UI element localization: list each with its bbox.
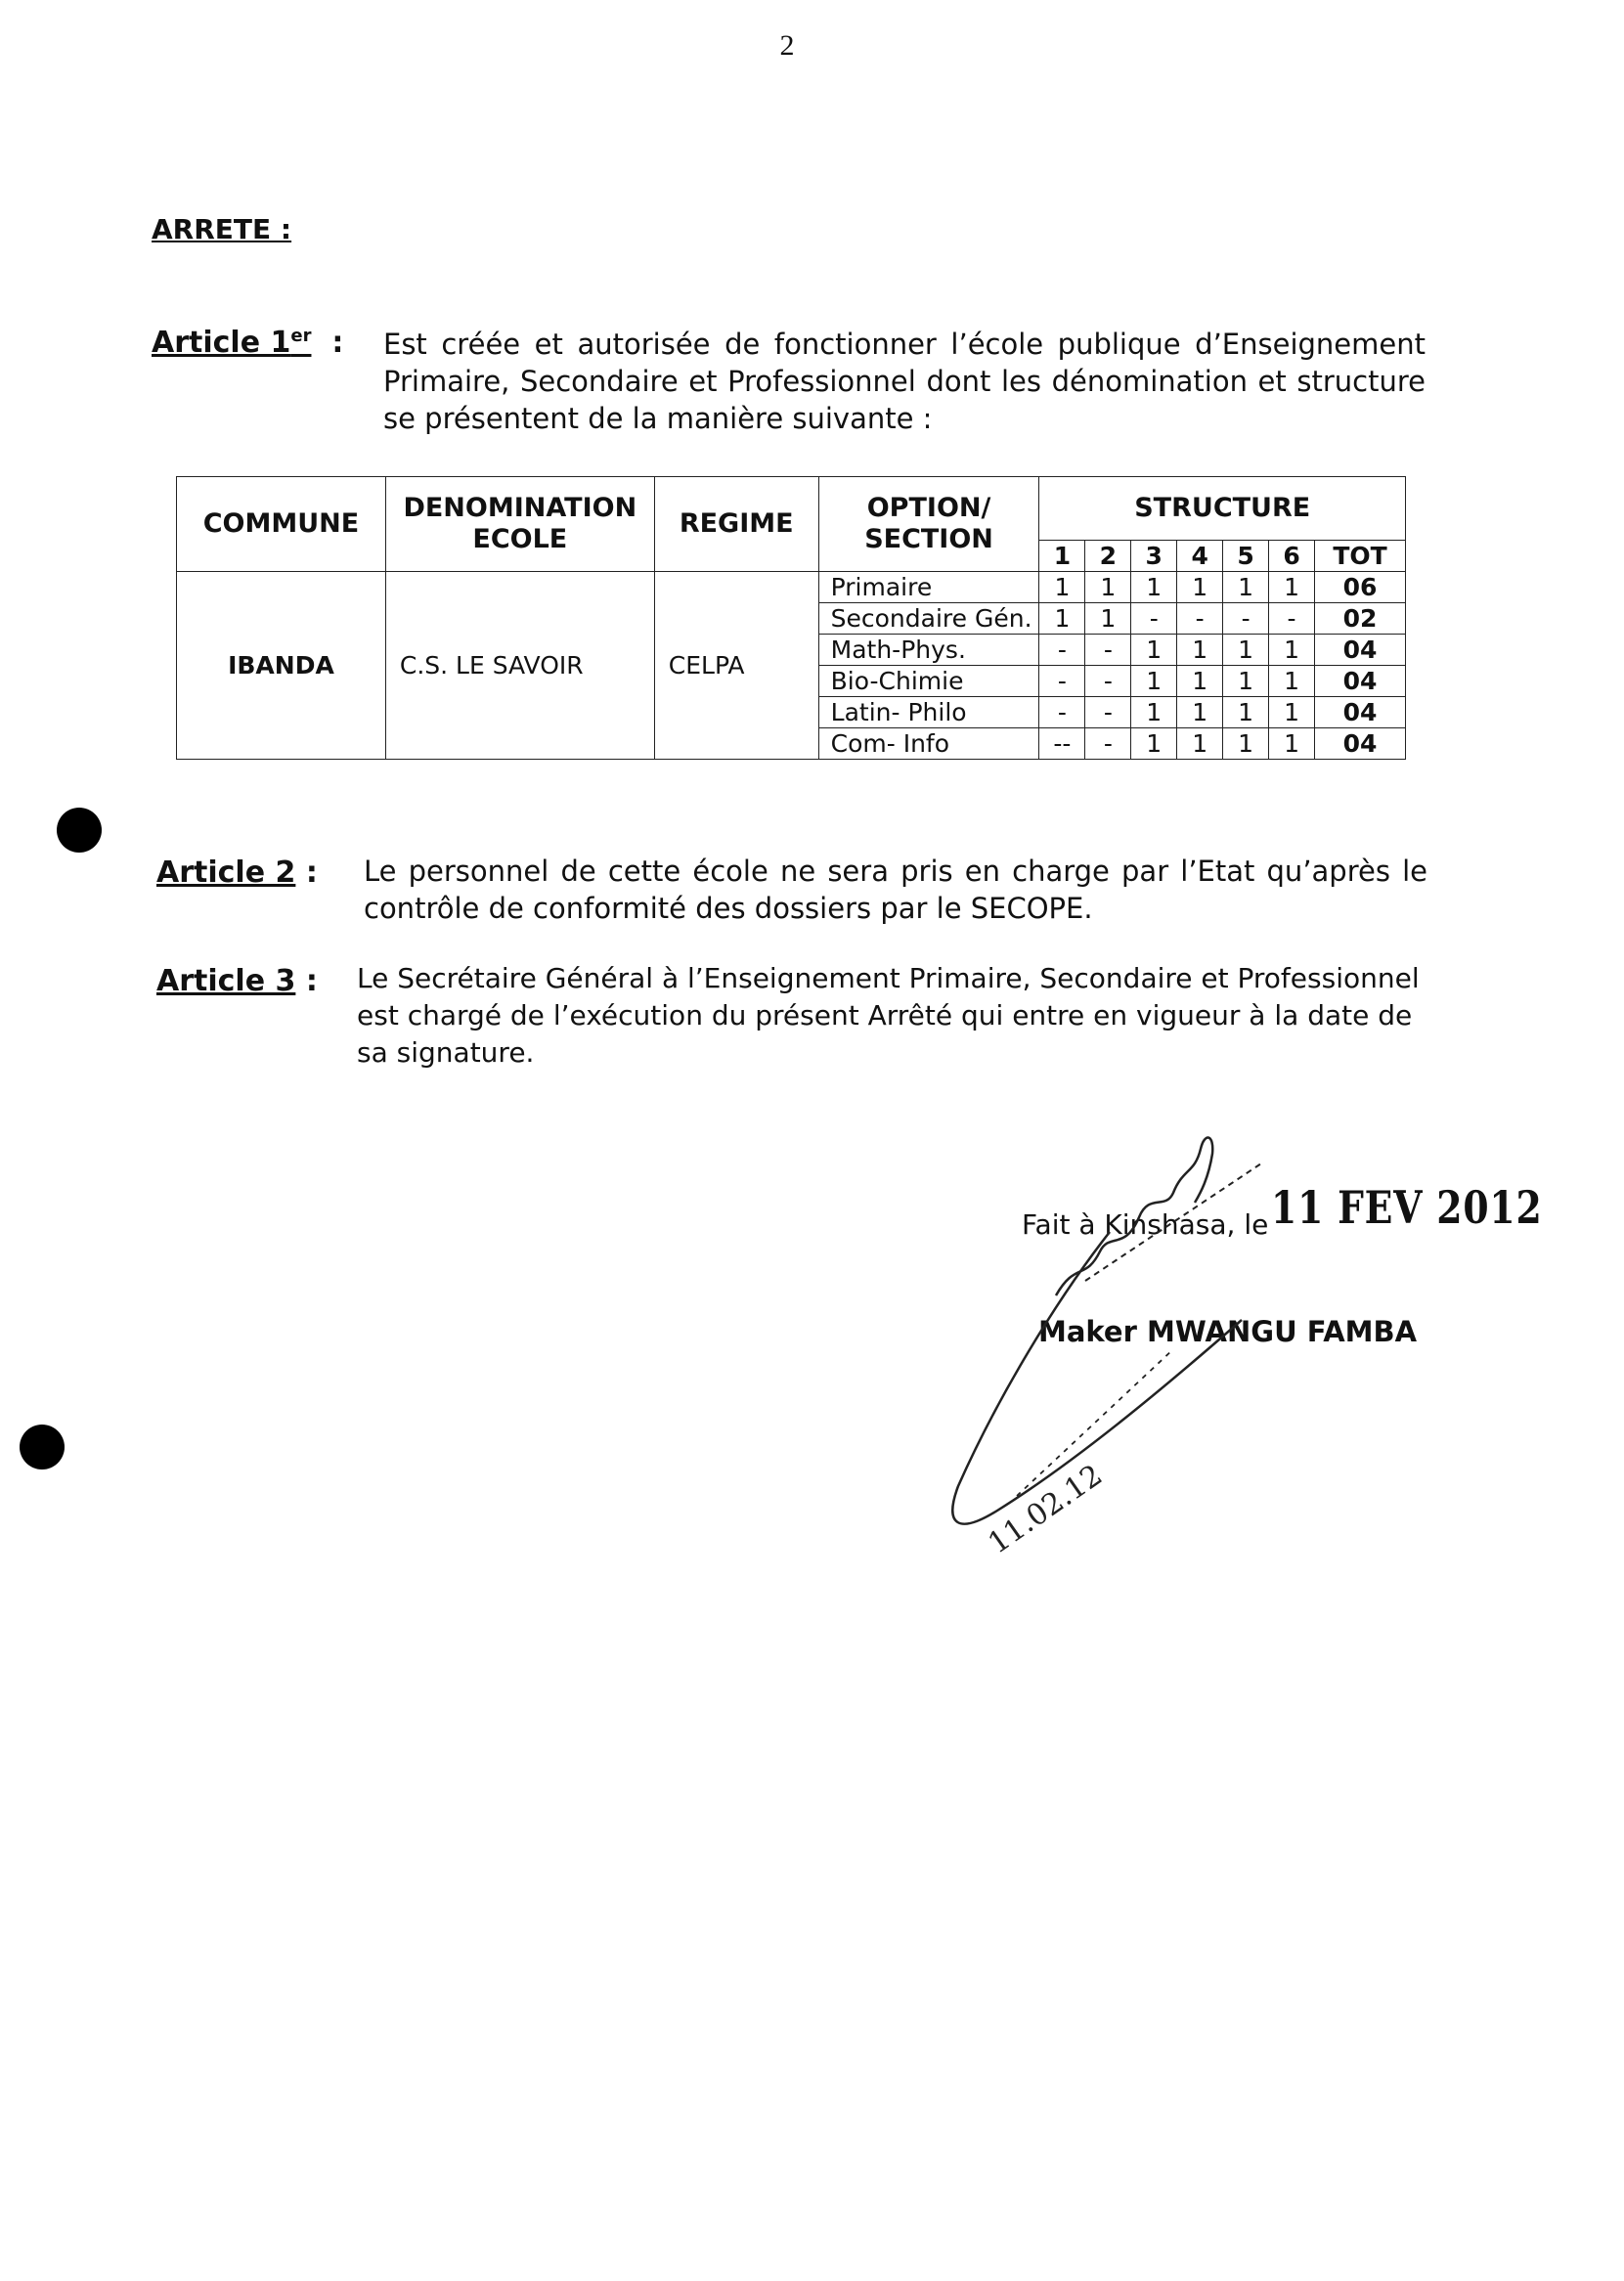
option-cell: Latin- Philo: [818, 697, 1039, 728]
value-cell: --: [1039, 728, 1085, 760]
value-cell: 1: [1177, 697, 1223, 728]
total-cell: 02: [1314, 603, 1405, 635]
table-header-row: [177, 477, 1406, 541]
page-number: 2: [779, 29, 795, 62]
handwritten-date: 11.02.12: [982, 1458, 1110, 1561]
decree-heading: ARRETE :: [152, 213, 292, 245]
date-stamp: 11 FEV 2012: [1271, 1181, 1543, 1234]
value-cell: 1: [1177, 666, 1223, 697]
header-col-2: 2: [1085, 541, 1131, 572]
value-cell: 1: [1269, 572, 1315, 603]
value-cell: 1: [1131, 666, 1177, 697]
total-cell: 04: [1314, 635, 1405, 666]
value-cell: -: [1085, 728, 1131, 760]
header-col-4: 4: [1177, 541, 1223, 572]
total-cell: 04: [1314, 697, 1405, 728]
header-col-3: 3: [1131, 541, 1177, 572]
value-cell: 1: [1177, 572, 1223, 603]
header-col-5: 5: [1223, 541, 1269, 572]
value-cell: 1: [1177, 635, 1223, 666]
table-row: [177, 572, 1406, 603]
school-structure-table: [176, 476, 1406, 760]
punch-hole-mark: [57, 808, 102, 853]
article3-text: Le Secrétaire Général à l’Enseignement Primaire, Secondaire et Professionnel est chargé de l’exécution du présent Arrêté qui entre en vigueur à la date de sa signature.: [357, 962, 1420, 1069]
commune-cell: IBANDA: [177, 572, 386, 760]
value-cell: -: [1131, 603, 1177, 635]
value-cell: 1: [1223, 666, 1269, 697]
value-cell: 1: [1223, 635, 1269, 666]
regime-cell: CELPA: [654, 572, 818, 760]
value-cell: -: [1085, 697, 1131, 728]
total-cell: 04: [1314, 728, 1405, 760]
article3-label: Article 3 :: [156, 964, 318, 998]
value-cell: 1: [1223, 697, 1269, 728]
value-cell: 1: [1085, 572, 1131, 603]
value-cell: -: [1039, 635, 1085, 666]
value-cell: -: [1085, 635, 1131, 666]
article1-label: Article 1er :: [152, 326, 344, 360]
total-cell: 06: [1314, 572, 1405, 603]
value-cell: -: [1177, 603, 1223, 635]
header-col-1: 1: [1039, 541, 1085, 572]
signatory-name: Maker MWANGU FAMBA: [1038, 1315, 1418, 1348]
handwritten-signature: [939, 1124, 1486, 1574]
value-cell: 1: [1269, 666, 1315, 697]
option-cell: Bio-Chimie: [818, 666, 1039, 697]
value-cell: 1: [1131, 697, 1177, 728]
value-cell: 1: [1269, 635, 1315, 666]
article1-text: Est créée et autorisée de fonctionner l’école publique d’Enseignement Primaire, Secondaire et Professionnel dont les dénomination et structure se présentent de la manière suivante :: [383, 328, 1426, 435]
header-col-tot: TOT: [1314, 541, 1405, 572]
punch-hole-mark: [20, 1425, 65, 1469]
option-cell: Secondaire Gén.: [818, 603, 1039, 635]
value-cell: -: [1039, 666, 1085, 697]
denomination-cell: C.S. LE SAVOIR: [385, 572, 654, 760]
value-cell: 1: [1039, 572, 1085, 603]
value-cell: 1: [1085, 603, 1131, 635]
value-cell: 1: [1269, 697, 1315, 728]
value-cell: -: [1039, 697, 1085, 728]
value-cell: 1: [1131, 572, 1177, 603]
header-denomination: DENOMINATION ECOLE: [385, 477, 654, 572]
total-cell: 04: [1314, 666, 1405, 697]
value-cell: 1: [1177, 728, 1223, 760]
article2-label: Article 2 :: [156, 855, 318, 890]
article2-text: Le personnel de cette école ne sera pris en charge par l’Etat qu’après le contrôle de conformité des dossiers par le SECOPE.: [364, 855, 1427, 925]
header-col-6: 6: [1269, 541, 1315, 572]
header-commune: COMMUNE: [177, 477, 386, 572]
value-cell: -: [1085, 666, 1131, 697]
option-cell: Primaire: [818, 572, 1039, 603]
value-cell: 1: [1039, 603, 1085, 635]
value-cell: -: [1269, 603, 1315, 635]
value-cell: 1: [1223, 572, 1269, 603]
header-regime: REGIME: [654, 477, 818, 572]
value-cell: 1: [1223, 728, 1269, 760]
place-date-line: Fait à Kinshasa, le: [1022, 1208, 1269, 1241]
option-cell: Com- Info: [818, 728, 1039, 760]
value-cell: 1: [1269, 728, 1315, 760]
value-cell: -: [1223, 603, 1269, 635]
option-cell: Math-Phys.: [818, 635, 1039, 666]
header-option: OPTION/ SECTION: [818, 477, 1039, 572]
value-cell: 1: [1131, 728, 1177, 760]
header-structure: STRUCTURE: [1039, 477, 1406, 541]
value-cell: 1: [1131, 635, 1177, 666]
